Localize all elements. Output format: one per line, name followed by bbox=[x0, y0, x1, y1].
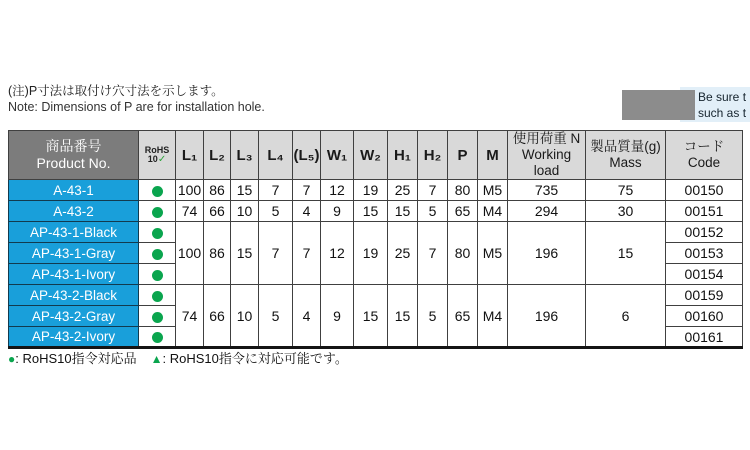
mass-cell: 75 bbox=[586, 180, 666, 201]
dim-cell: 4 bbox=[293, 285, 321, 348]
dim-cell: 9 bbox=[321, 201, 354, 222]
col-header-h2: H₂ bbox=[418, 131, 448, 180]
dim-cell: 15 bbox=[388, 201, 418, 222]
rohs-compliant-icon bbox=[152, 270, 163, 281]
dim-cell: 65 bbox=[448, 285, 478, 348]
header-row bbox=[9, 131, 743, 180]
rohs-compliant-icon bbox=[152, 186, 163, 197]
code-cell: 00154 bbox=[666, 264, 743, 285]
col-header-l1: L₁ bbox=[176, 131, 204, 180]
dim-cell: 15 bbox=[354, 201, 388, 222]
col-header-h1: H₁ bbox=[388, 131, 418, 180]
product-cell: AP-43-1-Black bbox=[9, 222, 139, 243]
col-header-l3: L₃ bbox=[231, 131, 259, 180]
green-triangle-icon: ▲ bbox=[150, 352, 163, 366]
dim-cell: 5 bbox=[259, 201, 293, 222]
dim-cell: 80 bbox=[448, 180, 478, 201]
rohs-cell bbox=[139, 222, 176, 243]
installation-note bbox=[8, 84, 265, 115]
dim-cell: 19 bbox=[354, 222, 388, 285]
side-note-line2: such as t bbox=[698, 106, 747, 120]
rohs-compliant-icon bbox=[152, 332, 163, 343]
col-header-p: P bbox=[448, 131, 478, 180]
product-cell: A-43-1 bbox=[9, 180, 139, 201]
product-cell: AP-43-2-Ivory bbox=[9, 327, 139, 348]
rohs-cell bbox=[139, 285, 176, 306]
dim-cell: 5 bbox=[418, 201, 448, 222]
col-header-mass: 製品質量(g) Mass bbox=[586, 131, 666, 180]
dim-cell: 7 bbox=[259, 180, 293, 201]
rohs-compliant-icon bbox=[152, 249, 163, 260]
dim-cell: 10 bbox=[231, 285, 259, 348]
green-circle-icon: ● bbox=[8, 352, 16, 366]
product-spec-table bbox=[8, 130, 743, 349]
working-load-cell: 294 bbox=[508, 201, 586, 222]
dim-cell: 10 bbox=[231, 201, 259, 222]
dim-cell: 86 bbox=[204, 222, 231, 285]
dim-cell: 5 bbox=[418, 285, 448, 348]
table-row bbox=[9, 180, 743, 201]
product-cell: AP-43-1-Gray bbox=[9, 243, 139, 264]
dim-cell: 7 bbox=[293, 180, 321, 201]
dim-cell: 7 bbox=[293, 222, 321, 285]
rohs-compliant-icon bbox=[152, 228, 163, 239]
dim-cell: 4 bbox=[293, 201, 321, 222]
dim-cell: M4 bbox=[478, 285, 508, 348]
rohs-legend bbox=[8, 348, 348, 367]
col-header-code: コード Code bbox=[666, 131, 743, 180]
rohs-compliant-icon bbox=[152, 312, 163, 323]
dim-cell: 19 bbox=[354, 180, 388, 201]
col-header-m: M bbox=[478, 131, 508, 180]
col-header-l4: L₄ bbox=[259, 131, 293, 180]
note-line-en: Note: Dimensions of P are for installation hole. bbox=[8, 99, 265, 114]
col-header-w2: W₂ bbox=[354, 131, 388, 180]
code-cell: 00150 bbox=[666, 180, 743, 201]
dim-cell: 7 bbox=[418, 180, 448, 201]
dim-cell: 7 bbox=[418, 222, 448, 285]
mass-cell: 30 bbox=[586, 201, 666, 222]
mass-cell: 6 bbox=[586, 285, 666, 348]
code-cell: 00153 bbox=[666, 243, 743, 264]
product-cell: A-43-2 bbox=[9, 201, 139, 222]
legend-triangle-text: : RoHS10指令に対応可能です。 bbox=[162, 351, 348, 366]
working-load-cell: 196 bbox=[508, 285, 586, 348]
dim-cell: 9 bbox=[321, 285, 354, 348]
dim-cell: 86 bbox=[204, 180, 231, 201]
rohs-cell bbox=[139, 306, 176, 327]
rohs-leaf-icon: ✓ bbox=[157, 154, 167, 165]
code-cell: 00152 bbox=[666, 222, 743, 243]
dim-cell: M4 bbox=[478, 201, 508, 222]
mass-cell: 15 bbox=[586, 222, 666, 285]
dim-cell: 80 bbox=[448, 222, 478, 285]
dim-cell: 74 bbox=[176, 201, 204, 222]
col-header-l5: (L₅) bbox=[293, 131, 321, 180]
product-cell: AP-43-1-Ivory bbox=[9, 264, 139, 285]
thumbnail-gray-box bbox=[622, 90, 695, 120]
dim-cell: 12 bbox=[321, 180, 354, 201]
product-cell: AP-43-2-Gray bbox=[9, 306, 139, 327]
table-row bbox=[9, 285, 743, 306]
table-row bbox=[9, 222, 743, 243]
code-cell: 00159 bbox=[666, 285, 743, 306]
dim-cell: 5 bbox=[259, 285, 293, 348]
dim-cell: 15 bbox=[231, 180, 259, 201]
code-cell: 00160 bbox=[666, 306, 743, 327]
side-note-line1: Be sure t bbox=[698, 90, 747, 104]
dim-cell: M5 bbox=[478, 222, 508, 285]
dim-cell: 25 bbox=[388, 180, 418, 201]
rohs-compliant-icon bbox=[152, 207, 163, 218]
col-header-product-no: 商品番号 Product No. bbox=[9, 131, 139, 180]
note-line-ja: (注)P寸法は取付け穴寸法を示します。 bbox=[8, 84, 224, 98]
dim-cell: 66 bbox=[204, 285, 231, 348]
dim-cell: 100 bbox=[176, 222, 204, 285]
dim-cell: 12 bbox=[321, 222, 354, 285]
dim-cell: 25 bbox=[388, 222, 418, 285]
dim-cell: 15 bbox=[354, 285, 388, 348]
product-cell: AP-43-2-Black bbox=[9, 285, 139, 306]
rohs-compliant-icon bbox=[152, 291, 163, 302]
working-load-cell: 196 bbox=[508, 222, 586, 285]
col-header-w1: W₁ bbox=[321, 131, 354, 180]
rohs-cell bbox=[139, 327, 176, 348]
rohs-cell bbox=[139, 201, 176, 222]
dim-cell: 74 bbox=[176, 285, 204, 348]
rohs-cell bbox=[139, 243, 176, 264]
dim-cell: 15 bbox=[231, 222, 259, 285]
rohs-cell bbox=[139, 264, 176, 285]
legend-circle-text: : RoHS10指令対応品 bbox=[15, 351, 137, 366]
col-header-working-load: 使用荷重 N Working load bbox=[508, 131, 586, 180]
col-header-rohs: RoHS 10✓ bbox=[139, 131, 176, 180]
rohs-cell bbox=[139, 180, 176, 201]
dim-cell: M5 bbox=[478, 180, 508, 201]
col-header-l2: L₂ bbox=[204, 131, 231, 180]
dim-cell: 65 bbox=[448, 201, 478, 222]
code-cell: 00161 bbox=[666, 327, 743, 348]
code-cell: 00151 bbox=[666, 201, 743, 222]
dim-cell: 66 bbox=[204, 201, 231, 222]
dim-cell: 7 bbox=[259, 222, 293, 285]
dim-cell: 100 bbox=[176, 180, 204, 201]
dim-cell: 15 bbox=[388, 285, 418, 348]
table-row bbox=[9, 201, 743, 222]
working-load-cell: 735 bbox=[508, 180, 586, 201]
